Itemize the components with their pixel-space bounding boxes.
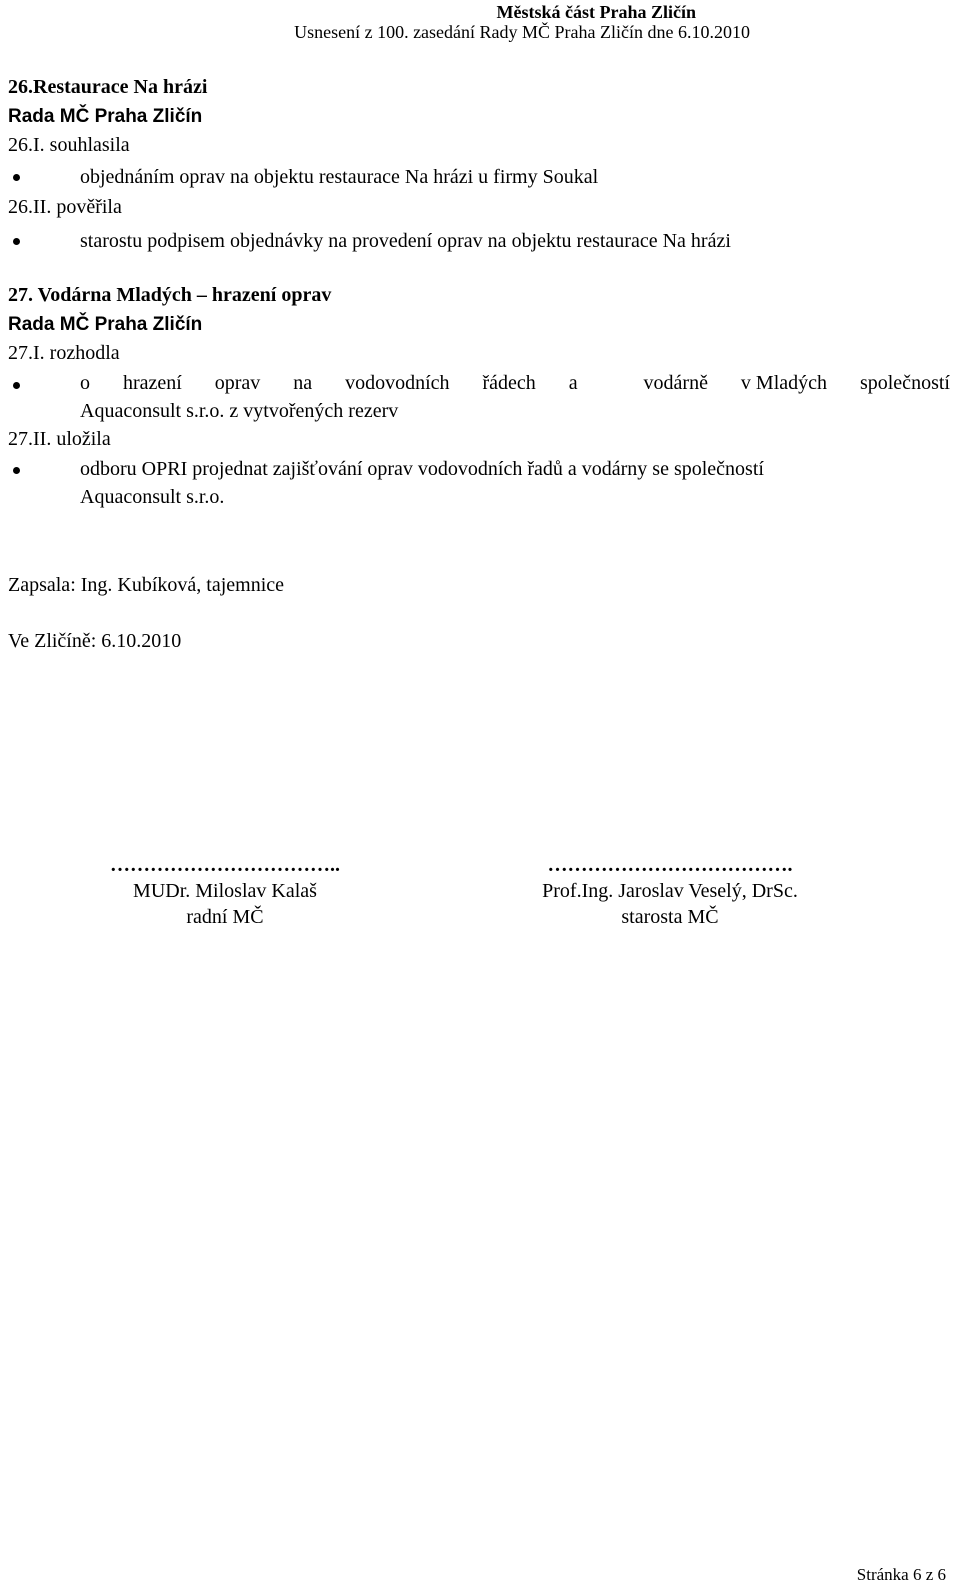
recorded-by: Zapsala: Ing. Kubíková, tajemnice (8, 574, 285, 596)
signature-line: …………………………….. (110, 854, 340, 876)
place-date: Ve Zličíně: 6.10.2010 (8, 630, 182, 652)
bullet-icon (13, 174, 20, 181)
resolution-26-1-label: 26.I. souhlasila (8, 134, 130, 156)
word: na (293, 372, 313, 394)
page-number: Stránka 6 z 6 (856, 1565, 946, 1584)
word: hrazení (122, 372, 182, 394)
resolution-27-2-line1: odboru OPRI projednat zajišťování oprav vodovodních řadů a vodárny se společností (80, 458, 764, 480)
signatory-role: starosta MČ (621, 906, 719, 928)
header-subtitle: Usnesení z 100. zasedání Rady MČ Praha Zličín dne 6.10.2010 (294, 22, 750, 42)
bullet-icon (13, 467, 20, 474)
resolution-26-2-text: starostu podpisem objednávky na provedení oprav na objektu restaurace Na hrázi (80, 230, 731, 252)
bullet-icon (13, 382, 20, 389)
signatory-name: Prof.Ing. Jaroslav Veselý, DrSc. (542, 880, 798, 902)
section-26-heading: 26.Restaurace Na hrázi (8, 76, 208, 98)
word: vodovodních (345, 372, 450, 394)
word: společností (859, 372, 950, 394)
resolution-27-2-line2: Aquaconsult s.r.o. (80, 486, 225, 508)
signature-block-2 (505, 852, 835, 930)
signature-block-1 (110, 852, 340, 930)
resolution-27-1-label: 27.I. rozhodla (8, 342, 120, 364)
signature-line: ………………………………. (547, 854, 793, 876)
resolution-26-2-label: 26.II. pověřila (8, 196, 122, 218)
word: o (80, 372, 90, 394)
word: vodárně (643, 372, 708, 394)
word: oprav (214, 372, 261, 394)
word: a (568, 372, 578, 394)
word: v Mladých (740, 372, 828, 394)
resolution-27-1-line2: Aquaconsult s.r.o. z vytvořených rezerv (80, 400, 399, 422)
word: řádech (482, 372, 536, 394)
bullet-icon (13, 238, 20, 245)
resolution-27-1-line1 (80, 370, 950, 396)
section-27-heading: 27. Vodárna Mladých – hrazení oprav (8, 284, 332, 306)
resolution-26-1-text: objednáním oprav na objektu restaurace Na hrázi u firmy Soukal (80, 166, 599, 188)
section-26-body: Rada MČ Praha Zličín (8, 106, 203, 127)
signatory-name: MUDr. Miloslav Kalaš (133, 880, 317, 902)
section-27-body: Rada MČ Praha Zličín (8, 314, 203, 335)
header-title: Městská část Praha Zličín (496, 2, 696, 22)
resolution-27-2-label: 27.II. uložila (8, 428, 111, 450)
signatory-role: radní MČ (186, 906, 264, 928)
